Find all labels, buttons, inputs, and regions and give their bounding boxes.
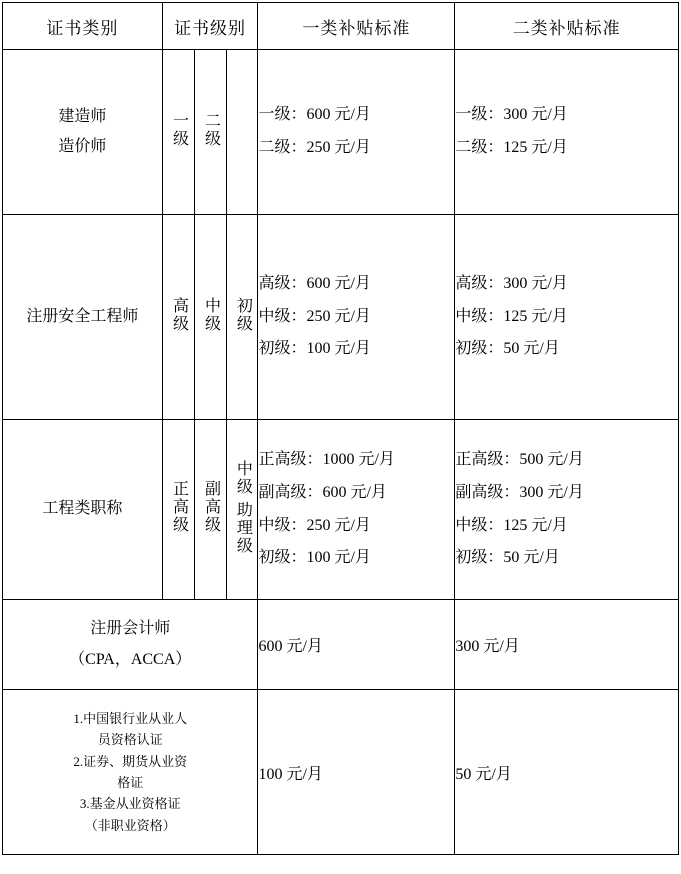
category-line: （非职业资格） [84,817,176,833]
level-cell [194,215,226,420]
standard-class-1-cell [258,420,455,600]
standard-line: 正高级：500 元/月 [455,450,584,468]
standard-class-2-cell [455,50,679,215]
standard-line: 高级：600 元/月 [258,274,371,292]
row-category [3,420,163,600]
header-standard-class-1: 一类补贴标准 [258,3,455,50]
category-line: 2.证券、期货从业资 [73,753,188,769]
table-row [3,600,679,690]
standard-line: 初级：50 元/月 [455,549,560,567]
header-certificate-level: 证书级别 [162,3,258,50]
level-cell [162,50,194,215]
standard-line: 初级：50 元/月 [455,340,560,358]
category-line: 注册会计师 [90,620,171,638]
standard-line: 中级：125 元/月 [455,307,568,325]
category-line: 工程类职称 [42,500,123,518]
standard-line: 中级：250 元/月 [258,516,371,534]
category-line: 1.中国银行业从业人 [73,710,188,726]
header-certificate-type: 证书类别 [3,3,163,50]
standard-line: 中级：250 元/月 [258,307,371,325]
category-line: 员资格认证 [97,732,163,748]
level-label: 中级 [234,459,252,496]
level-label: 二级 [202,111,220,148]
table-header-row [3,3,679,50]
certificate-subsidy-table [2,2,679,855]
level-label: 助理级 [234,500,252,555]
standard-line: 初级：100 元/月 [258,549,371,567]
standard-line: 正高级：1000 元/月 [258,450,395,468]
standard-line: 一级：300 元/月 [455,106,568,124]
category-line: 注册安全工程师 [26,307,139,325]
category-line: 3.基金从业资格证 [79,796,181,812]
level-cell [194,420,226,600]
level-label: 中级 [202,296,220,333]
standard-line: 初级：100 元/月 [258,340,371,358]
standard-class-2-cell: 50 元/月 [455,690,679,855]
level-cell-empty [226,50,258,215]
level-label: 高级 [170,296,188,333]
header-standard-class-2: 二类补贴标准 [455,3,679,50]
table-row [3,50,679,215]
level-cell [226,215,258,420]
category-line: 造价师 [58,138,107,155]
standard-class-2-cell [455,215,679,420]
level-label: 正高级 [170,480,188,534]
level-cell [226,420,258,600]
standard-class-2-cell [455,420,679,600]
category-line: 格证 [117,775,144,790]
standard-line: 一级：600 元/月 [258,106,371,124]
row-category [3,215,163,420]
table-row [3,215,679,420]
row-category [3,600,258,690]
standard-class-1-cell [258,215,455,420]
standard-class-2-cell: 300 元/月 [455,600,679,690]
table-row [3,690,679,855]
level-label: 一级 [170,111,188,148]
standard-line: 二级：250 元/月 [258,139,371,156]
standard-line: 高级：300 元/月 [455,274,568,292]
table-row [3,420,679,600]
standard-line: 中级：125 元/月 [455,516,568,534]
level-cell [194,50,226,215]
level-label: 初级 [234,296,252,333]
standard-line: 副高级：600 元/月 [258,483,387,501]
level-label: 副高级 [202,480,220,534]
level-cell [162,420,194,600]
row-category [3,690,258,855]
standard-class-1-cell: 100 元/月 [258,690,455,855]
standard-line: 副高级：300 元/月 [455,483,584,501]
standard-class-1-cell [258,50,455,215]
standard-class-1-cell: 600 元/月 [258,600,455,690]
category-line: 建造师 [58,107,107,125]
row-category [3,50,163,215]
category-line: （CPA，ACCA） [69,650,192,668]
standard-line: 二级：125 元/月 [455,139,568,156]
level-cell [162,215,194,420]
